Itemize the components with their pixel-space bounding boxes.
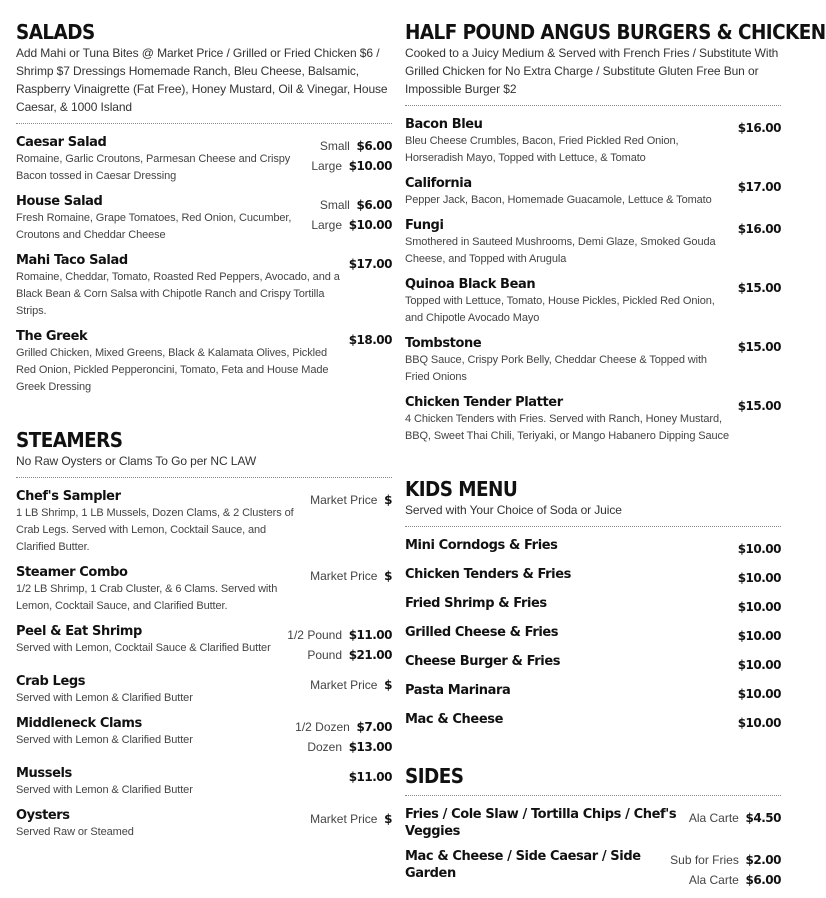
price-amount: $16.00 (737, 222, 781, 236)
menu-item-prices (310, 564, 392, 586)
menu-item-main (405, 116, 738, 167)
menu-item-main (16, 328, 349, 396)
menu-item-main (405, 566, 738, 583)
menu-item (16, 807, 392, 841)
menu-item-name: Bacon Bleu (405, 117, 483, 132)
menu-item-name: Quinoa Black Bean (405, 277, 536, 292)
menu-item-prices (287, 623, 392, 665)
menu-item (16, 564, 392, 615)
menu-item-prices (310, 673, 392, 695)
section-title-sides: SIDES (405, 764, 464, 788)
price-label: Small (319, 139, 350, 153)
section-title-burgers: HALF POUND ANGUS BURGERS & CHICKEN (405, 20, 826, 44)
menu-item-desc: Served with Lemon & Clarified Butter (16, 784, 193, 796)
price-row (349, 767, 392, 787)
divider (405, 105, 781, 106)
price-row (287, 625, 392, 645)
menu-item-main (405, 175, 738, 209)
menu-item (16, 193, 392, 244)
menu-item-name: Mussels (16, 766, 72, 781)
price-row (310, 809, 392, 829)
menu-item-main (16, 193, 311, 244)
price-label: Large (311, 218, 343, 232)
burgers-section (405, 20, 826, 445)
menu-item (405, 848, 781, 890)
price-row (670, 850, 781, 870)
sides-list (405, 806, 781, 890)
price-row (738, 177, 781, 197)
price-amount: $4.50 (745, 811, 781, 825)
menu-item-prices (349, 328, 392, 350)
menu-item (405, 566, 781, 588)
menu-item-main (16, 673, 310, 707)
price-row (349, 330, 392, 350)
menu-item-prices (738, 566, 781, 588)
divider (405, 795, 781, 796)
price-row (349, 254, 392, 274)
menu-item-name: California (405, 176, 472, 191)
price-amount: $17.00 (737, 180, 781, 194)
menu-item-name: The Greek (16, 329, 88, 344)
left-column (16, 20, 392, 849)
menu-item-desc: Topped with Lettuce, Tomato, House Pickles, Pickled Red Onion, and Chipotle Avocado Mayo (405, 295, 715, 324)
menu-item-desc: Bleu Cheese Crumbles, Bacon, Fried Pickled Red Onion, Horseradish Mayo, Topped with Lettuce, & Tomato (405, 135, 679, 164)
menu-item-main (16, 252, 349, 320)
menu-item-name: House Salad (16, 194, 103, 209)
divider (405, 526, 781, 527)
price-amount: $10.00 (737, 687, 781, 701)
price-row (310, 566, 392, 586)
section-title-kids: KIDS MENU (405, 477, 518, 501)
menu-item (405, 335, 781, 386)
divider (16, 477, 392, 478)
menu-item-main (405, 394, 738, 445)
price-row (670, 870, 781, 890)
menu-item-prices (738, 653, 781, 675)
menu-item-desc: Served with Lemon & Clarified Butter (16, 734, 193, 746)
menu-item-prices (310, 488, 392, 510)
menu-item-name: Mac & Cheese (405, 712, 503, 727)
menu-item-prices (738, 217, 781, 239)
price-label: Market Price (310, 493, 378, 507)
menu-item-prices (738, 624, 781, 646)
salads-section (16, 20, 392, 396)
price-label: Market Price (310, 569, 378, 583)
price-row (738, 713, 781, 733)
price-row (287, 645, 392, 665)
menu-item-name: Peel & Eat Shrimp (16, 624, 142, 639)
menu-item (16, 488, 392, 556)
menu-item-name: Tombstone (405, 336, 482, 351)
price-row (738, 568, 781, 588)
menu-item-prices (349, 765, 392, 787)
menu-item-prices (738, 276, 781, 298)
burgers-list (405, 116, 781, 445)
price-label: Ala Carte (688, 811, 739, 825)
menu-item-desc: Grilled Chicken, Mixed Greens, Black & Kalamata Olives, Pickled Red Onion, Pickled Pepperoncini, Tomato, Feta and House Made Greek Dressing (16, 347, 329, 393)
section-title-steamers: STEAMERS (16, 428, 123, 452)
price-label: Market Price (310, 812, 378, 826)
price-amount: $11.00 (348, 770, 392, 784)
menu-item-main (405, 595, 738, 612)
menu-item-name: Mac & Cheese / Side Caesar / Side Garden (405, 849, 641, 881)
price-amount: $13.00 (348, 740, 392, 754)
sides-section (405, 764, 781, 890)
price-amount: $ (384, 812, 392, 826)
menu-item-main (405, 335, 738, 386)
menu-item-desc: Smothered in Sauteed Mushrooms, Demi Glaze, Smoked Gouda Cheese, and Topped with Arugula (405, 236, 716, 265)
menu-item-main (405, 276, 738, 327)
price-label: Market Price (310, 678, 378, 692)
menu-item-name: Oysters (16, 808, 70, 823)
menu-item (405, 116, 781, 167)
menu-item (405, 276, 781, 327)
menu-item (405, 595, 781, 617)
menu-item-prices (738, 595, 781, 617)
menu-item-desc: Romaine, Garlic Croutons, Parmesan Cheese and Crispy Bacon tossed in Caesar Dressing (16, 153, 291, 182)
price-row (738, 118, 781, 138)
price-row (738, 626, 781, 646)
menu-item (405, 682, 781, 704)
menu-item-main (16, 134, 311, 185)
price-amount: $ (384, 678, 392, 692)
menu-item-name: Fungi (405, 218, 444, 233)
menu-item-desc: Fresh Romaine, Grape Tomatoes, Red Onion, Cucumber, Croutons and Cheddar Cheese (16, 212, 292, 241)
price-amount: $ (384, 493, 392, 507)
menu-item-prices (738, 335, 781, 357)
menu-item-name: Crab Legs (16, 674, 86, 689)
menu-item-desc: BBQ Sauce, Crispy Pork Belly, Cheddar Cheese & Topped with Fried Onions (405, 354, 707, 383)
menu-item-desc: Served Raw or Steamed (16, 826, 134, 838)
menu-item-name: Chicken Tender Platter (405, 395, 563, 410)
menu-item-desc: 4 Chicken Tenders with Fries. Served with Ranch, Honey Mustard, BBQ, Sweet Thai Chili, Teriyaki, or Mango Habanero Dipping Sauce (405, 413, 729, 442)
menu-item-main (16, 765, 349, 799)
menu-item-main (405, 848, 670, 882)
menu-item-prices (738, 682, 781, 704)
price-row (738, 539, 781, 559)
menu-item-main (405, 711, 738, 728)
menu-item-prices (738, 175, 781, 197)
menu-item (405, 537, 781, 559)
section-desc-salads: Add Mahi or Tuna Bites @ Market Price / Grilled or Fried Chicken $6 / Shrimp $7 Dressings Homemade Ranch, Bleu Cheese, Balsamic, Raspberry Vinaigrette (Fat Free), Honey Mustard, Oil & Vinegar, House Caesar, & 1000 Island (16, 46, 388, 114)
menu-item-main (405, 217, 738, 268)
menu-item-main (16, 488, 310, 556)
price-label: Small (319, 198, 350, 212)
menu-item-prices (670, 848, 781, 890)
menu-item (405, 175, 781, 209)
menu-item-main (16, 564, 310, 615)
menu-item (405, 394, 781, 445)
menu-item-name: Fried Shrimp & Fries (405, 596, 547, 611)
menu-item (405, 624, 781, 646)
menu-item-desc: 1/2 LB Shrimp, 1 Crab Cluster, & 6 Clams. Served with Lemon, Cocktail Sauce, and Clarified Butter. (16, 583, 278, 612)
menu-item (405, 217, 781, 268)
menu-item-main (16, 715, 295, 749)
menu-item-main (405, 537, 738, 554)
price-amount: $10.00 (737, 716, 781, 730)
menu-item-name: Chicken Tenders & Fries (405, 567, 571, 582)
menu-item-prices (689, 806, 781, 828)
price-row (738, 278, 781, 298)
price-row (738, 337, 781, 357)
kids-section (405, 477, 781, 733)
price-amount: $10.00 (737, 658, 781, 672)
menu-item-desc: 1 LB Shrimp, 1 LB Mussels, Dozen Clams, & 2 Clusters of Crab Legs. Served with Lemon, Cocktail Sauce, and Clarified Butter. (16, 507, 294, 553)
price-label: Large (311, 159, 343, 173)
price-row (311, 156, 392, 176)
price-label: 1/2 Pound (287, 628, 343, 642)
menu-item-name: Grilled Cheese & Fries (405, 625, 559, 640)
price-amount: $6.00 (745, 873, 781, 887)
menu-item-prices (349, 252, 392, 274)
menu-item (405, 711, 781, 733)
price-row (738, 684, 781, 704)
price-row (738, 597, 781, 617)
menu-item-prices (311, 134, 392, 176)
price-amount: $6.00 (356, 198, 392, 212)
menu-item-main (405, 653, 738, 670)
menu-item-name: Pasta Marinara (405, 683, 511, 698)
menu-item (16, 623, 392, 665)
menu-item (16, 134, 392, 185)
price-label: Sub for Fries (670, 853, 739, 867)
menu-item-name: Cheese Burger & Fries (405, 654, 561, 669)
menu-item (16, 765, 392, 799)
section-desc-steamers: No Raw Oysters or Clams To Go per NC LAW (16, 454, 257, 468)
menu-item-prices (738, 711, 781, 733)
menu-item-prices (310, 807, 392, 829)
menu-item-main (16, 807, 310, 841)
menu-item-desc: Served with Lemon, Cocktail Sauce & Clarified Butter (16, 642, 271, 654)
menu-item-desc: Served with Lemon & Clarified Butter (16, 692, 193, 704)
price-amount: $11.00 (348, 628, 392, 642)
price-amount: $17.00 (348, 257, 392, 271)
menu-item (16, 328, 392, 396)
price-row (310, 675, 392, 695)
kids-list (405, 537, 781, 733)
price-amount: $7.00 (356, 720, 392, 734)
price-amount: $10.00 (348, 159, 392, 173)
price-amount: $18.00 (348, 333, 392, 347)
price-amount: $6.00 (356, 139, 392, 153)
menu-item-name: Middleneck Clams (16, 716, 142, 731)
price-amount: $15.00 (737, 281, 781, 295)
menu-item (16, 715, 392, 757)
menu-item (405, 653, 781, 675)
menu-item-name: Chef's Sampler (16, 489, 121, 504)
price-row (311, 215, 392, 235)
price-row (738, 219, 781, 239)
menu-item (16, 673, 392, 707)
menu-item-prices (295, 715, 392, 757)
menu-item-name: Fries / Cole Slaw / Tortilla Chips / Chef's Veggies (405, 807, 677, 839)
menu-item-prices (738, 394, 781, 416)
menu-item-desc: Pepper Jack, Bacon, Homemade Guacamole, Lettuce & Tomato (405, 194, 712, 206)
price-amount: $15.00 (737, 340, 781, 354)
price-amount: $10.00 (737, 600, 781, 614)
price-amount: $10.00 (737, 629, 781, 643)
menu-item-name: Mahi Taco Salad (16, 253, 128, 268)
price-label: Pound (307, 648, 343, 662)
price-label: Dozen (307, 740, 343, 754)
menu-item-main (405, 806, 689, 840)
price-row (295, 717, 392, 737)
steamers-section (16, 428, 392, 841)
menu-item (405, 806, 781, 840)
menu-item-main (405, 624, 738, 641)
menu-item-desc: Romaine, Cheddar, Tomato, Roasted Red Peppers, Avocado, and a Black Bean & Corn Salsa with Chipotle Ranch and Crispy Tortilla Strips. (16, 271, 340, 317)
section-desc-kids: Served with Your Choice of Soda or Juice (405, 503, 622, 517)
right-column (405, 20, 826, 898)
section-desc-burgers: Cooked to a Juicy Medium & Served with French Fries / Substitute With Grilled Chicken for No Extra Charge / Substitute Gluten Free Bun or Impossible Burger $2 (405, 46, 779, 96)
price-amount: $ (384, 569, 392, 583)
section-title-salads: SALADS (16, 20, 95, 44)
menu-item-name: Mini Corndogs & Fries (405, 538, 558, 553)
menu-item-prices (738, 537, 781, 559)
price-label: 1/2 Dozen (295, 720, 350, 734)
divider (16, 123, 392, 124)
price-row (295, 737, 392, 757)
salads-list (16, 134, 392, 396)
price-row (311, 136, 392, 156)
price-amount: $10.00 (737, 571, 781, 585)
price-row (689, 808, 781, 828)
price-amount: $16.00 (737, 121, 781, 135)
menu-item-name: Caesar Salad (16, 135, 107, 150)
price-amount: $10.00 (737, 542, 781, 556)
menu-item-prices (311, 193, 392, 235)
price-amount: $15.00 (737, 399, 781, 413)
price-row (310, 490, 392, 510)
steamers-list (16, 488, 392, 841)
menu-item (16, 252, 392, 320)
menu-item-main (16, 623, 287, 657)
price-amount: $2.00 (745, 853, 781, 867)
price-amount: $10.00 (348, 218, 392, 232)
price-row (311, 195, 392, 215)
price-label: Ala Carte (688, 873, 739, 887)
price-amount: $21.00 (348, 648, 392, 662)
price-row (738, 655, 781, 675)
price-row (738, 396, 781, 416)
menu-item-prices (738, 116, 781, 138)
menu-item-name: Steamer Combo (16, 565, 128, 580)
menu-item-main (405, 682, 738, 699)
